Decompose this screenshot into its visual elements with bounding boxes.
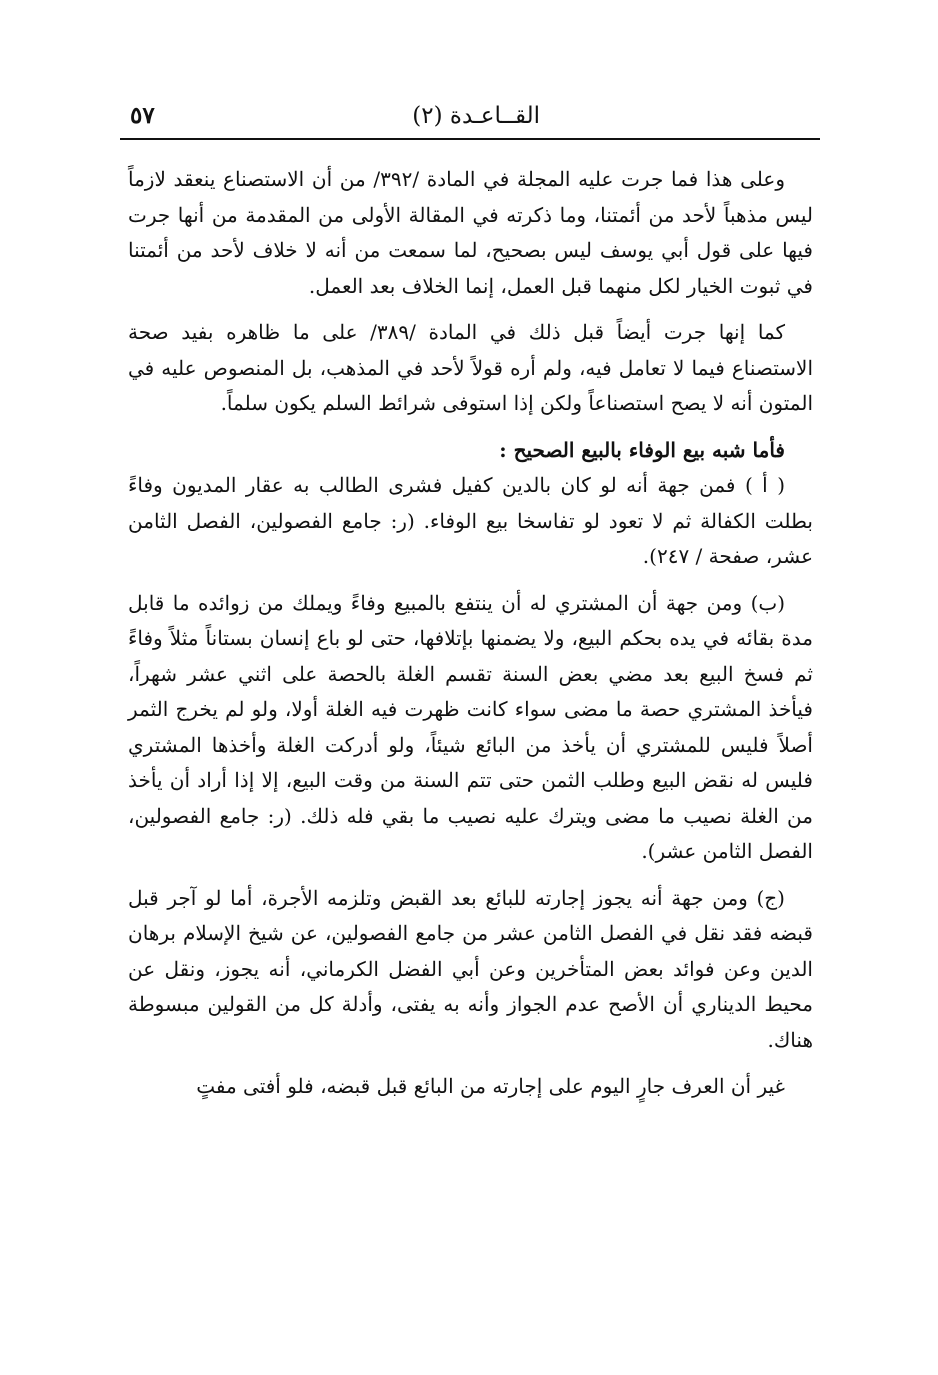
running-title: القــاعـدة (٢) bbox=[412, 103, 540, 129]
paragraph-istisna-article-389: كما إنها جرت أيضاً قبل ذلك في المادة /٣٨٩/ على ما ظاهره بفيد صحة الاستصناع فيما لا تعامل فيه، ولم أره قولاً لأحد في المذهب، بل المنصوص عليه في المتون أنه لا يصح استصناعاً ولكن إذا استوفى شرائط السلم يكون سلماً. bbox=[128, 320, 813, 415]
paragraph-point-a: ( أ ) فمن جهة أنه لو كان بالدين كفيل فشرى الطالب به عقار المديون وفاءً بطلت الكفالة ثم لا تعود لو تفاسخا بيع الوفاء. (ر: جامع الفصولين، الفصل الثامن عشر، صفحة / ٢٤٧). bbox=[128, 473, 814, 568]
paragraph-point-c: (ج) ومن جهة أنه يجوز إجارته للبائع بعد القبض وتلزمه الأجرة، أما لو آجر قبل قبضه فقد نقل في الفصل الثامن عشر من جامع الفصولين، عن شيخ الإسلام برهان الدين وعن فوائد بعض المتأخرين وعن أبي الفضل الكرماني، أنه يجوز، ونقل عن محيط الديناري أن الأصح عدم الجواز وأنه به يفتى، وأدلة كل من القولين مبسوطة هناك. bbox=[128, 885, 813, 1052]
body-text bbox=[128, 162, 813, 1105]
section-heading: فأما شبه بيع الوفاء بالبيع الصحيح : bbox=[499, 437, 785, 462]
header-divider bbox=[120, 138, 820, 140]
page-header bbox=[120, 96, 820, 138]
page-number: ٥٧ bbox=[130, 102, 155, 129]
paragraph-custom-continuation: غير أن العرف جارٍ اليوم على إجارته من البائع قبل قبضه، فلو أفتى مفتٍ bbox=[196, 1074, 785, 1098]
paragraph-point-b: (ب) ومن جهة أن المشتري له أن ينتفع بالمبيع وفاءً ويملك من زوائده ما قابل مدة بقائه في يده بحكم البيع، ولا يضمنها بإتلافها، حتى لو باع إنسان بستاناً مثلاً وفاءً ثم فسخ البيع بعد مضي بعض السنة تقسم الغلة بالحصة على اثني عشر شهراً، فيأخذ المشتري حصة ما مضى سواء كانت ظهرت فيه الغلة أولا، ولو لم يخرج الثمر أصلاً فليس للمشتري أن يأخذ من البائع شيئاً، ولو أدركت الغلة وأخذها المشتري فليس له نقض البيع وطلب الثمن حتى تتم السنة من وقت البيع، إلا إذا أراد أن يأخذ من الغلة نصيب ما مضى ويترك عليه نصيب ما بقي فله ذلك. (ر: جامع الفصولين، الفصل الثامن عشر). bbox=[128, 590, 813, 863]
paragraph-istisna-majalla: وعلى هذا فما جرت عليه المجلة في المادة /٣٩٢/ من أن الاستصناع ينعقد لازماً ليس مذهباً لأحد من أئمتنا، وما ذكرته في المقالة الأولى من المقدمة من أنها جرت فيها على قول أبي يوسف ليس بصحيح، لما سمعت من أنه لا خلاف لأحد من أئمتنا في ثبوت الخيار لكل منهما قبل العمل، إنما الخلاف بعد العمل. bbox=[128, 167, 813, 298]
